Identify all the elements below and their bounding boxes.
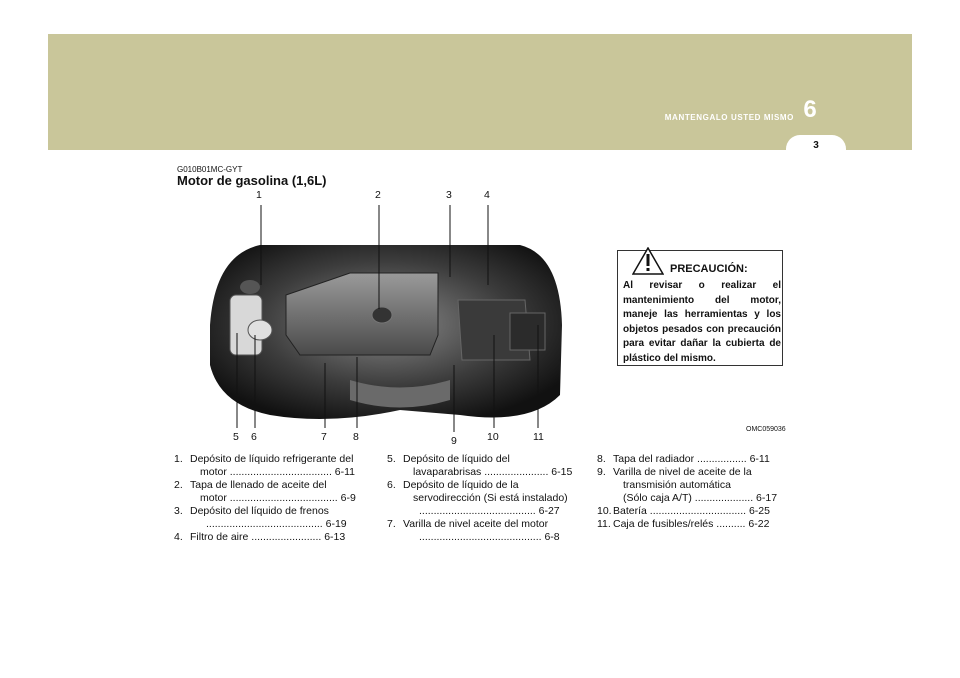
list-item bbox=[387, 453, 577, 479]
list-item-text bbox=[613, 505, 787, 518]
callout-9: 9 bbox=[451, 435, 457, 447]
list-item-text bbox=[190, 453, 374, 479]
list-item-text bbox=[190, 505, 374, 531]
list-item-line: Depósito de líquido refrigerante del bbox=[190, 453, 354, 465]
section-label: MANTENGALO USTED MISMO bbox=[664, 113, 794, 122]
list-item-line: Depósito de líquido de la bbox=[403, 479, 519, 491]
list-item bbox=[387, 518, 577, 544]
list-item-line: transmisión automática bbox=[623, 479, 731, 491]
list-item-line: .......................................... 6-8 bbox=[419, 531, 560, 543]
caution-body: Al revisar o realizar el mantenimiento del motor, maneje las herramientas y los objetos pesados con precaución para evitar dañar la cubierta de plástico del mismo. bbox=[623, 280, 781, 364]
component-list-3 bbox=[597, 453, 787, 531]
list-item-number: 3. bbox=[174, 505, 183, 517]
list-item-line: ........................................ 6-19 bbox=[206, 518, 347, 530]
caution-title: PRECAUCIÓN: bbox=[670, 263, 748, 275]
figure-code: OMC059036 bbox=[746, 426, 786, 433]
page-number: 3 bbox=[813, 140, 819, 151]
list-item bbox=[597, 453, 787, 466]
callout-4: 4 bbox=[484, 189, 490, 201]
list-item-number: 8. bbox=[597, 453, 606, 465]
list-item bbox=[597, 518, 787, 531]
list-item-text bbox=[403, 479, 577, 518]
list-item bbox=[597, 466, 787, 505]
list-item-number: 2. bbox=[174, 479, 183, 491]
warning-triangle-icon bbox=[632, 247, 664, 275]
callout-10: 10 bbox=[487, 431, 499, 443]
caution-box bbox=[617, 250, 783, 366]
list-item bbox=[387, 479, 577, 518]
list-item bbox=[174, 505, 374, 531]
callout-6: 6 bbox=[251, 431, 257, 443]
chapter-number: 6 bbox=[803, 96, 817, 123]
engine-illustration bbox=[200, 185, 580, 450]
list-item-number: 1. bbox=[174, 453, 183, 465]
list-item-line: servodirección (Si está instalado) bbox=[413, 492, 568, 504]
list-item-text bbox=[403, 453, 577, 479]
list-item-number: 4. bbox=[174, 531, 183, 543]
list-item-number: 9. bbox=[597, 466, 606, 478]
list-item-text bbox=[613, 466, 787, 505]
list-item-line: Tapa de llenado de aceite del bbox=[190, 479, 327, 491]
list-item-line: ........................................ 6-27 bbox=[419, 505, 560, 517]
component-list-1 bbox=[174, 453, 374, 544]
list-item-line: Filtro de aire ........................ 6-13 bbox=[190, 531, 346, 543]
list-item-number: 10. bbox=[597, 505, 612, 517]
list-item-line: (Sólo caja A/T) .................... 6-17 bbox=[623, 492, 778, 504]
list-item-line: Tapa del radiador ................. 6-11 bbox=[613, 453, 770, 465]
page-title: Motor de gasolina (1,6L) bbox=[177, 173, 327, 188]
list-item-text bbox=[190, 479, 374, 505]
list-item bbox=[174, 531, 374, 544]
list-item-text bbox=[613, 518, 787, 531]
page-left-margin bbox=[0, 0, 48, 150]
list-item-line: Caja de fusibles/relés .......... 6-22 bbox=[613, 518, 770, 530]
list-item bbox=[597, 505, 787, 518]
list-item bbox=[174, 453, 374, 479]
list-item-number: 5. bbox=[387, 453, 396, 465]
list-item-text bbox=[190, 531, 374, 544]
list-item-line: lavaparabrisas ...................... 6-15 bbox=[413, 466, 573, 478]
list-item-number: 11. bbox=[597, 518, 611, 530]
callout-1: 1 bbox=[256, 189, 262, 201]
list-item-text bbox=[613, 453, 787, 466]
list-item-line: Batería ................................. 6-25 bbox=[613, 505, 770, 517]
callout-2: 2 bbox=[375, 189, 381, 201]
list-item-line: motor ................................... 6-11 bbox=[200, 466, 356, 478]
document-code: G010B01MC-GYT bbox=[177, 165, 243, 174]
callout-8: 8 bbox=[353, 431, 359, 443]
list-item-line: Varilla de nivel de aceite de la bbox=[613, 466, 752, 478]
engine-figure bbox=[200, 185, 580, 450]
callout-5: 5 bbox=[233, 431, 239, 443]
list-item bbox=[174, 479, 374, 505]
list-item-line: Depósito de líquido del bbox=[403, 453, 510, 465]
list-item-number: 7. bbox=[387, 518, 396, 530]
list-item-number: 6. bbox=[387, 479, 396, 491]
callout-7: 7 bbox=[321, 431, 327, 443]
callout-3: 3 bbox=[446, 189, 452, 201]
list-item-text bbox=[403, 518, 577, 544]
list-item-line: Depósito del líquido de frenos bbox=[190, 505, 329, 517]
component-list-2 bbox=[387, 453, 577, 544]
list-item-line: Varilla de nivel aceite del motor bbox=[403, 518, 549, 530]
callout-11: 11 bbox=[533, 431, 544, 443]
page-top-margin bbox=[0, 0, 960, 34]
page-right-margin bbox=[912, 0, 960, 678]
list-item-line: motor ..................................... 6-9 bbox=[200, 492, 356, 504]
